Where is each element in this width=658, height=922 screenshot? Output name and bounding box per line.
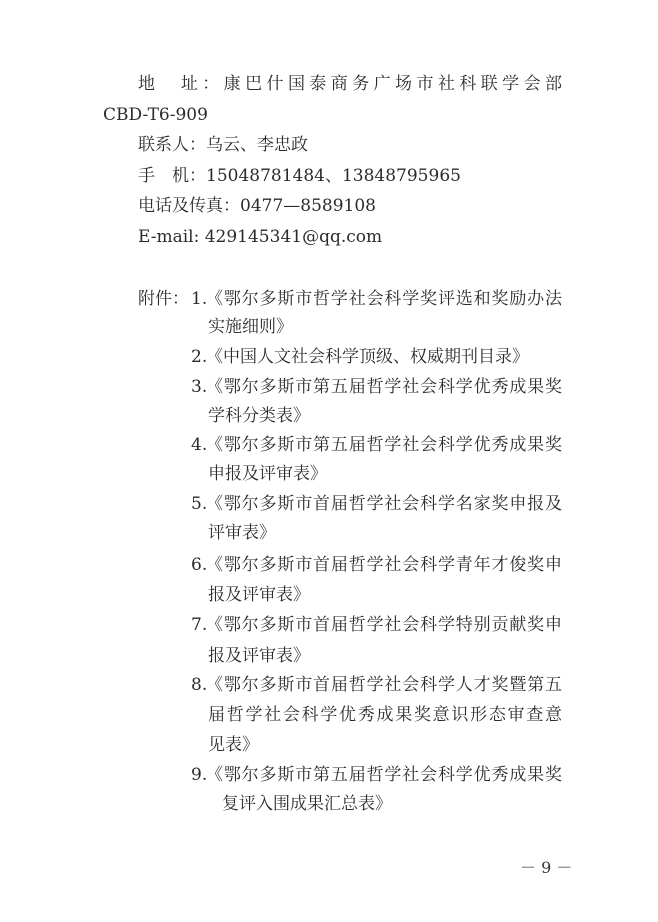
attachment-7-title-cont: 报及评审表》 [208,646,310,666]
attachment-2-number: 2. [191,347,208,367]
attachment-8-title-cont-2: 见表》 [208,735,259,755]
attachment-3-title: 《鄂尔多斯市第五届哲学社会科学优秀成果奖 [206,377,562,397]
attachment-8-title: 《鄂尔多斯市首届哲学社会科学人才奖暨第五 [206,675,562,695]
email-address: E-mail: 429145341@qq.com [138,227,383,247]
attachment-6-title: 《鄂尔多斯市首届哲学社会科学青年才俊奖申 [206,555,562,575]
attachment-1-title-cont: 实施细则》 [208,317,293,337]
attachment-4-number: 4. [191,435,208,455]
attachment-9-title-cont: 复评入围成果汇总表》 [222,794,392,814]
attachment-5-number: 5. [191,494,208,514]
attachments-label: 附件： [138,289,189,309]
attachment-4-title: 《鄂尔多斯市第五届哲学社会科学优秀成果奖 [206,435,562,455]
attachment-9-title: 《鄂尔多斯市第五届哲学社会科学优秀成果奖 [206,765,562,785]
attachment-6-number: 6. [191,555,208,575]
attachment-3-title-cont: 学科分类表》 [208,406,310,426]
attachment-2-title: 《中国人文社会科学顶级、权威期刊目录》 [206,347,529,367]
attachment-5-title: 《鄂尔多斯市首届哲学社会科学名家奖申报及 [206,494,562,514]
attachment-1-number: 1. [191,289,208,309]
mobile-numbers: 手 机：15048781484、13848795965 [138,166,461,186]
phone-fax: 电话及传真：0477—8589108 [138,196,376,216]
attachment-3-number: 3. [191,377,208,397]
contact-person: 联系人：乌云、李忠政 [138,135,308,155]
attachment-6-title-cont: 报及评审表》 [208,585,310,605]
attachment-7-title: 《鄂尔多斯市首届哲学社会科学特别贡献奖申 [206,615,562,635]
address-line-1: 地 址：康巴什国泰商务广场市社科联学会部 [138,74,562,94]
address-line-2: CBD-T6-909 [103,105,208,125]
page-number: － 9 － [520,858,573,877]
attachment-9-number: 9. [191,765,208,785]
attachment-7-number: 7. [191,615,208,635]
attachment-8-title-cont: 届哲学社会科学优秀成果奖意识形态审查意 [208,705,562,725]
attachment-5-title-cont: 评审表》 [208,523,276,543]
attachment-8-number: 8. [191,675,208,695]
attachment-4-title-cont: 申报及评审表》 [208,464,327,484]
attachment-1-title: 《鄂尔多斯市哲学社会科学奖评选和奖励办法 [206,289,562,309]
